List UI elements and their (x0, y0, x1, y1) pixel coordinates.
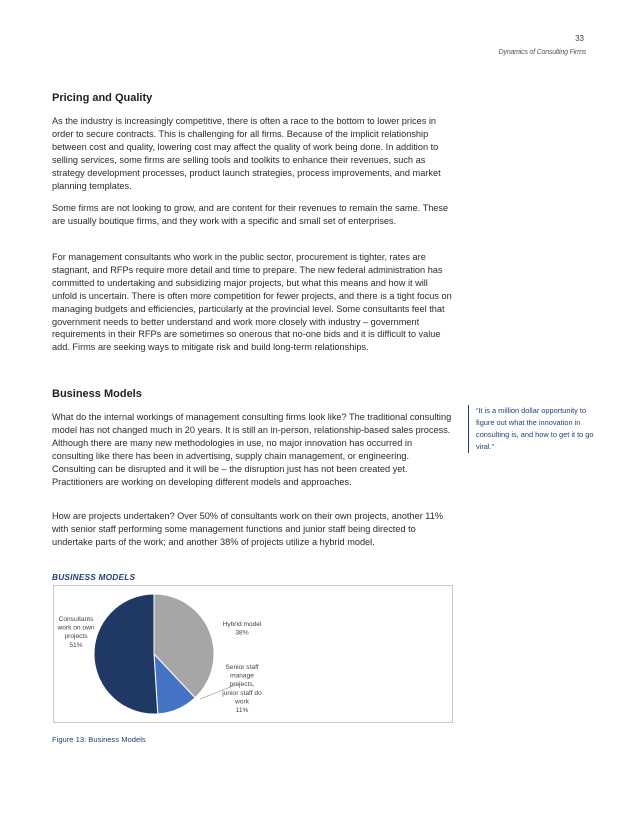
figure-heading: BUSINESS MODELS (52, 572, 136, 582)
models-paragraph-1: What do the internal workings of management consulting firms look like? The traditional consulting model has not changed much in 20 years. It is still an in-person, relationship-based sales process. Although there are many new methodologies in use, no major innovation has occurred in consulting like there has been in advertising, supply chain management, or engineering. Consulting can be disrupted and it will be – the disruption just has not been created yet. Practitioners are working on developing different models and approaches. (52, 412, 452, 487)
slice-label: Consultants work on own projects 51% (57, 616, 95, 649)
pie-slice (94, 594, 158, 714)
section-heading-pricing: Pricing and Quality (52, 92, 153, 104)
pie-chart (54, 586, 452, 722)
pie-chart-frame (53, 585, 453, 723)
models-paragraph-2: How are projects undertaken? Over 50% of consultants work on their own projects, another 11% with senior staff performing some management functions and junior staff being directed to undertake parts of the work; and another 38% of projects utilize a hybrid model. (52, 511, 444, 547)
slice-label: Hybrid model 38% (222, 621, 262, 637)
section-heading-business-models: Business Models (52, 388, 142, 400)
pull-quote: “It is a million dollar opportunity to figure out what the innovation in consulting is, and how to get it to go viral.” (468, 405, 604, 453)
running-title: Dynamics of Consulting Firms (498, 49, 586, 56)
slice-label: Senior staff manage projects, junior staff do work 11% (222, 664, 262, 714)
page-number: 33 (575, 34, 584, 43)
pricing-paragraph-1: As the industry is increasingly competitive, there is often a race to the bottom to lower prices in order to secure contracts. This is challenging for all firms. Because of the implicit relationship between cost and quality, lowering cost may affect the quality of work being done. In addition to selling services, some firms are selling tools and toolkits to enhance their revenues, such as strategy development processes, product launch strategies, process improvements, and market planning templates. (52, 116, 441, 191)
figure-caption: Figure 13: Business Models (52, 735, 146, 744)
pricing-paragraph-2: Some firms are not looking to grow, and are content for their revenues to remain the same. These are usually boutique firms, and they work with a specific and small set of enterprises. (52, 203, 449, 226)
pricing-paragraph-3: For management consultants who work in the public sector, procurement is tighter, rates are stagnant, and RFPs require more detail and time to prepare. The new federal administration has committed to undertaking and subsidizing major projects, but what this means and how it will unfold is uncertain. There is often more competition for fewer projects, and there is a tight focus on managing budgets and efficiencies, particularly at the provincial level. Some consultants feel that government needs to better understand and work more closely with industry – government requirements in their RFPs are sometimes so onerous that no-one bids and it is difficult to value add. Firms are seeking ways to mitigate risk and build long-term relationships. (52, 252, 452, 353)
